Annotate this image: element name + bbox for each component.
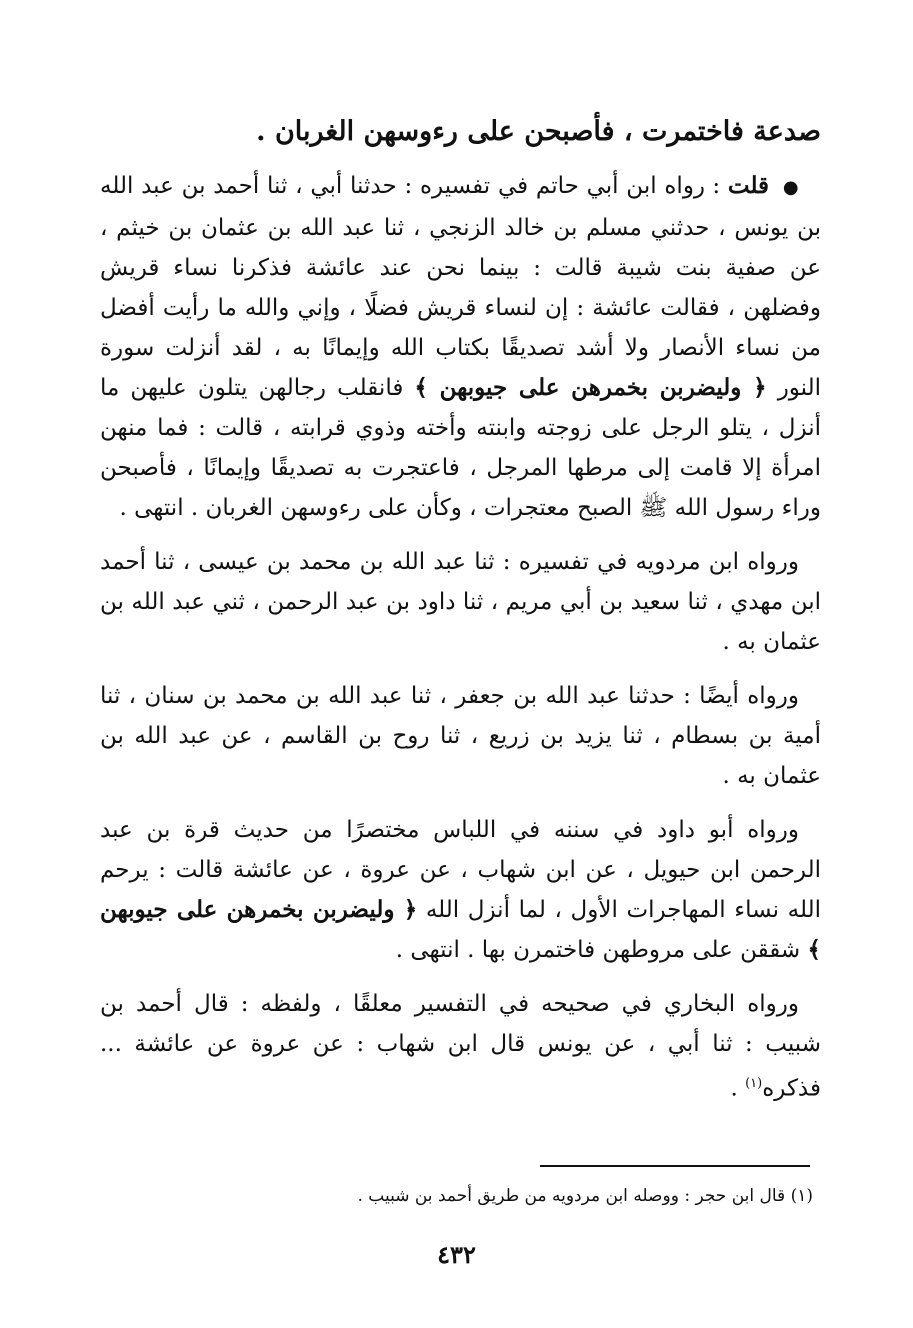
- paragraph-4: [100, 810, 821, 970]
- footnote-divider: [540, 1165, 810, 1167]
- heading-line: صدعة فاختمرت ، فأصبحن على رءوسهن الغربان .: [256, 116, 821, 147]
- page-number: ٤٣٢: [437, 1240, 476, 1269]
- paragraph-5-text: ورواه البخاري في صحيحه في التفسير معلقًا ، ولفظه : قال أحمد بن شبيب : ثنا أبي ، عن يونس قال ابن شهاب : عن عروة عن عائشة ... فذكره: [100, 991, 821, 1102]
- paragraph-1-text-2: فانقلب رجالهن يتلون عليهن ما أنزل ، يتلو الرجل على زوجته وابنته وأخته وذوي قرابته ، قالت : فما منهن امرأة إلا قامت إلى مرطها المرجل ، فاعتجرت به تصديقًا وإيمانًا ، فأصبحن وراء رسول الله ﷺ الصبح معتجرات ، وكأن على رءوسهن الغربان . انتهى .: [100, 375, 822, 521]
- paragraph-1: [100, 166, 821, 528]
- main-text: [100, 112, 821, 1123]
- paragraph-5-end: .: [730, 1075, 746, 1102]
- quran-quote: ﴿ وليضربن بخمرهن على جيوبهن ﴾: [414, 374, 767, 401]
- paragraph-4-text: ورواه أبو داود في سننه في اللباس مختصرًا من حديث قرة بن عبد الرحمن ابن حيويل ، عن ابن شهاب ، عن عروة ، عن عائشة قالت : يرحم الله نساء المهاجرات الأول ، لما أنزل الله: [100, 817, 821, 923]
- bullet-icon: ●: [782, 177, 799, 198]
- footnote: (١) قال ابن حجر : ووصله ابن مردويه من طريق أحمد بن شبيب .: [357, 1186, 813, 1206]
- paragraph-3: ورواه أيضًا : حدثنا عبد الله بن جعفر ، ثنا عبد الله بن محمد بن سنان ، ثنا أمية بن بسطام ، ثنا يزيد بن زريع ، ثنا روح بن القاسم ، عن عبد الله بن عثمان به .: [100, 683, 821, 789]
- paragraph-5: [100, 984, 821, 1109]
- paragraph-4-text-2: شققن على مروطهن فاختمرن بها . انتهى .: [395, 937, 801, 963]
- paragraph-1-text: : رواه ابن أبي حاتم في تفسيره : حدثنا أبي ، ثنا أحمد بن عبد الله بن يونس ، حدثني مسلم بن خالد الزنجي ، ثنا عبد الله بن عثمان بن خيثم ، عن صفية بنت شيبة قالت : بينما نحن عند عائشة فذكرنا نساء قريش وفضلهن ، فقالت عائشة : إن لنساء قريش فضلًا ، وإني والله ما رأيت أفضل من نساء الأنصار ولا أشد تصديقًا بكتاب الله وإيمانًا به ، لقد أنزلت سورة النور: [100, 173, 822, 401]
- quran-quote: ﴿ وليضربن بخمرهن على جيوبهن ﴾: [100, 896, 821, 963]
- footnote-reference[interactable]: (١): [745, 1076, 763, 1091]
- lead-word: قلت: [727, 172, 770, 199]
- paragraph-2: ورواه ابن مردويه في تفسيره : ثنا عبد الله بن محمد بن عيسى ، ثنا أحمد ابن مهدي ، ثنا سعيد بن أبي مريم ، ثنا داود بن عبد الرحمن ، ثني عبد الله بن عثمان به .: [100, 549, 821, 655]
